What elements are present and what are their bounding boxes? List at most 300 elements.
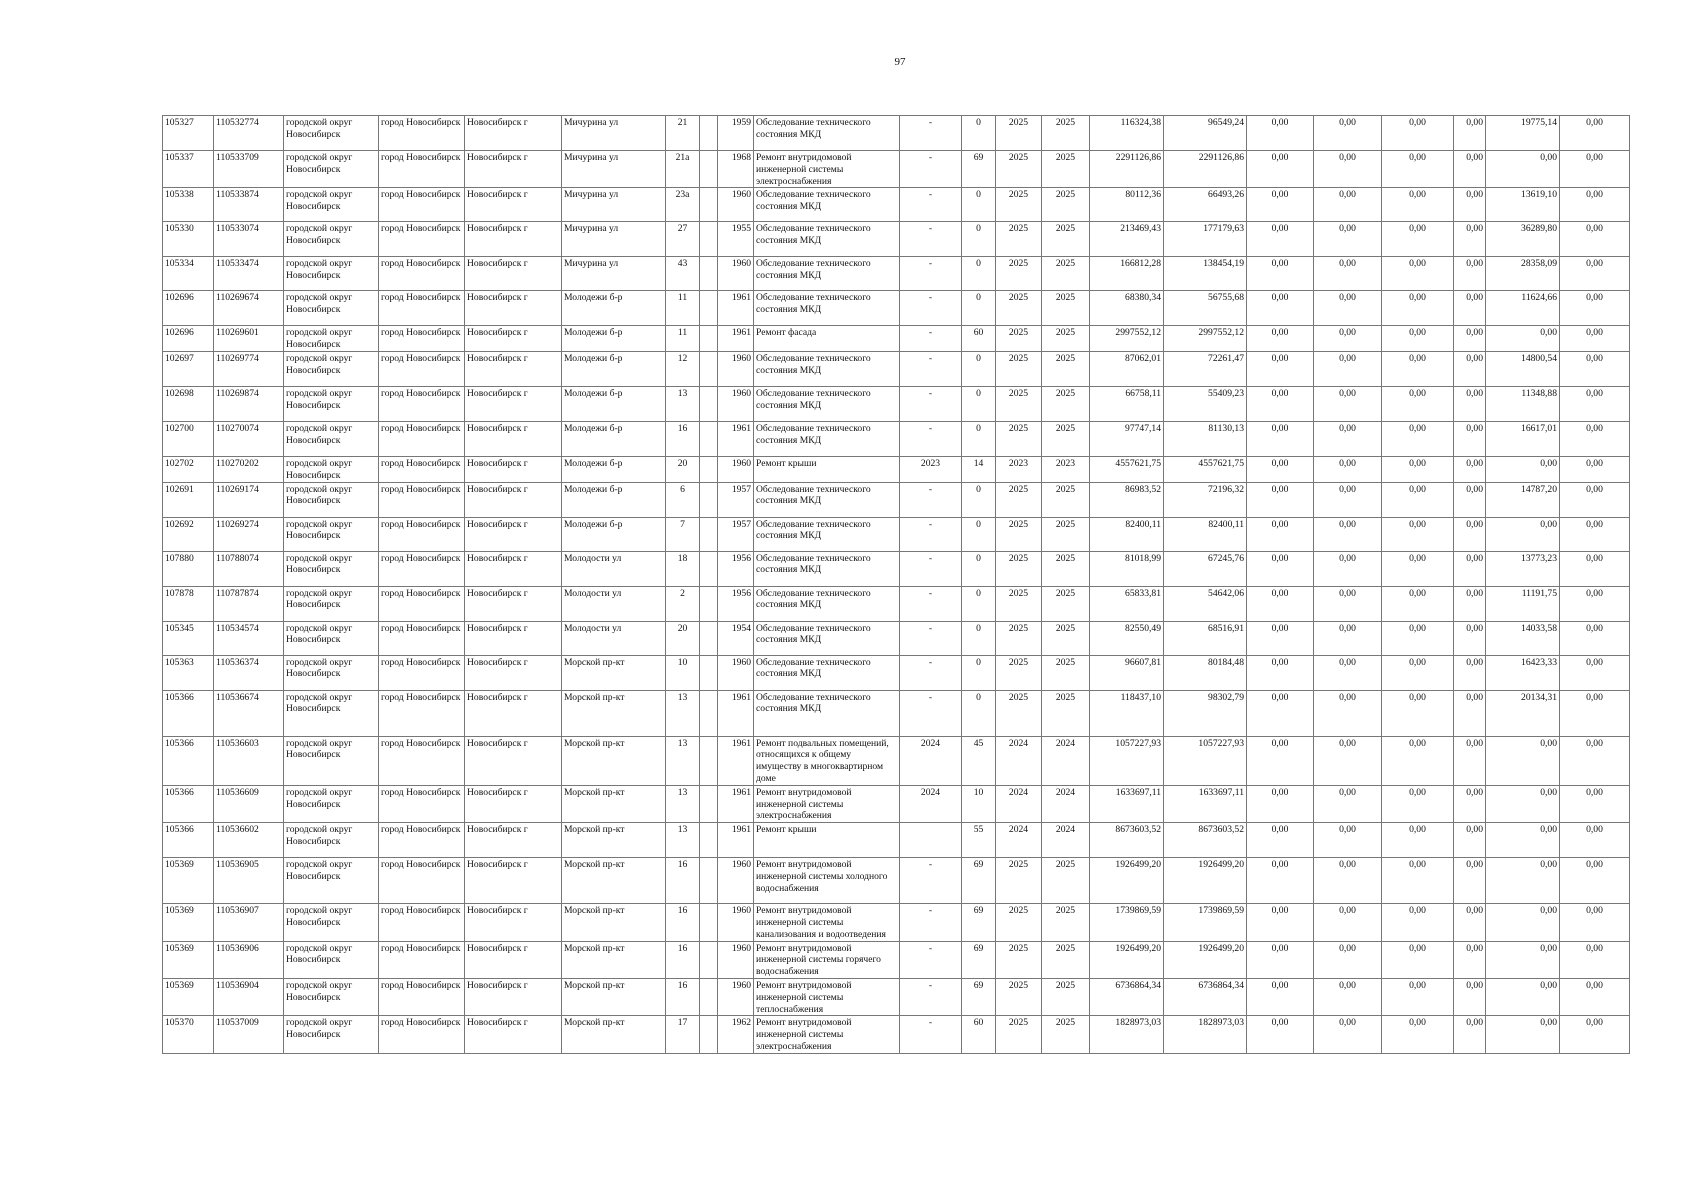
cell-house-number: 20	[666, 621, 700, 655]
cell-year-prev: -	[900, 978, 962, 1015]
cell-owners-cost: 14787,20	[1486, 482, 1560, 517]
cell-house-id: 105370	[163, 1016, 214, 1053]
table-row	[163, 222, 1630, 257]
cell-plan-year-start: 2025	[996, 904, 1042, 941]
cell-federal-cost: 0,00	[1247, 586, 1314, 621]
cell-local-cost: 0,00	[1382, 978, 1454, 1015]
cell-settlement: город Новосибирск	[379, 517, 465, 551]
table-row	[163, 151, 1630, 188]
cell-total-cost: 213469,43	[1090, 222, 1164, 257]
cell-plan-year-end: 2023	[1042, 456, 1090, 482]
table-row	[163, 116, 1630, 151]
table-body	[163, 116, 1630, 1054]
cell-extra-cost: 0,00	[1560, 941, 1630, 978]
cell-municipality: городской округ Новосибирск	[284, 586, 379, 621]
cell-total-cost: 1739869,59	[1090, 904, 1164, 941]
cell-regional-cost: 0,00	[1314, 655, 1382, 690]
cell-municipality: городской округ Новосибирск	[284, 222, 379, 257]
cell-extra-cost: 0,00	[1560, 326, 1630, 352]
table-row	[163, 823, 1630, 858]
cell-record-id: 110536674	[214, 690, 284, 736]
cell-federal-cost: 0,00	[1247, 116, 1314, 151]
cell-street: Молодежи б-р	[562, 326, 666, 352]
cell-plan-year-end: 2025	[1042, 858, 1090, 904]
cell-locality: Новосибирск г	[465, 386, 562, 421]
cell-house-number: 11	[666, 291, 700, 326]
cell-year-prev: -	[900, 941, 962, 978]
cell-locality: Новосибирск г	[465, 482, 562, 517]
cell-extra-cost: 0,00	[1560, 586, 1630, 621]
cell-total-cost: 116324,38	[1090, 116, 1164, 151]
cell-plan-year-start: 2025	[996, 222, 1042, 257]
cell-extra-cost: 0,00	[1560, 291, 1630, 326]
cell-other-cost: 0,00	[1454, 586, 1486, 621]
cell-fund-cost: 72261,47	[1164, 351, 1247, 386]
cell-year-prev: -	[900, 351, 962, 386]
cell-plan-year-start: 2025	[996, 586, 1042, 621]
cell-house-id: 105327	[163, 116, 214, 151]
cell-work-type: Обследование технического состояния МКД	[754, 586, 900, 621]
cell-other-cost: 0,00	[1454, 785, 1486, 822]
cell-extra-cost: 0,00	[1560, 257, 1630, 291]
cell-total-cost: 68380,34	[1090, 291, 1164, 326]
cell-street: Морской пр-кт	[562, 1016, 666, 1053]
table-row	[163, 421, 1630, 456]
cell-owners-cost: 0,00	[1486, 517, 1560, 551]
cell-fund-cost: 54642,06	[1164, 586, 1247, 621]
cell-plan-year-start: 2025	[996, 482, 1042, 517]
cell-record-id: 110269674	[214, 291, 284, 326]
cell-work-type: Ремонт внутридомовой инженерной системы холодного водоснабжения	[754, 858, 900, 904]
cell-municipality: городской округ Новосибирск	[284, 621, 379, 655]
cell-owners-cost: 0,00	[1486, 1016, 1560, 1053]
cell-building	[700, 257, 718, 291]
cell-wear-percent: 69	[962, 151, 996, 188]
cell-local-cost: 0,00	[1382, 291, 1454, 326]
cell-building	[700, 222, 718, 257]
cell-house-id: 105338	[163, 188, 214, 222]
cell-record-id: 110533874	[214, 188, 284, 222]
cell-record-id: 110269601	[214, 326, 284, 352]
cell-street: Молодости ул	[562, 621, 666, 655]
cell-building	[700, 823, 718, 858]
cell-year-prev: -	[900, 517, 962, 551]
cell-work-type: Обследование технического состояния МКД	[754, 551, 900, 586]
table-row	[163, 291, 1630, 326]
cell-street: Морской пр-кт	[562, 823, 666, 858]
cell-building	[700, 586, 718, 621]
cell-federal-cost: 0,00	[1247, 257, 1314, 291]
cell-record-id: 110269874	[214, 386, 284, 421]
table-row	[163, 655, 1630, 690]
cell-regional-cost: 0,00	[1314, 257, 1382, 291]
cell-locality: Новосибирск г	[465, 785, 562, 822]
cell-plan-year-end: 2025	[1042, 517, 1090, 551]
cell-building	[700, 421, 718, 456]
cell-work-type: Обследование технического состояния МКД	[754, 482, 900, 517]
cell-extra-cost: 0,00	[1560, 904, 1630, 941]
cell-federal-cost: 0,00	[1247, 858, 1314, 904]
cell-year-built: 1960	[718, 456, 754, 482]
cell-municipality: городской округ Новосибирск	[284, 116, 379, 151]
cell-building	[700, 151, 718, 188]
cell-plan-year-end: 2024	[1042, 736, 1090, 785]
cell-federal-cost: 0,00	[1247, 551, 1314, 586]
cell-settlement: город Новосибирск	[379, 655, 465, 690]
cell-record-id: 110270074	[214, 421, 284, 456]
cell-owners-cost: 13619,10	[1486, 188, 1560, 222]
cell-locality: Новосибирск г	[465, 257, 562, 291]
cell-local-cost: 0,00	[1382, 904, 1454, 941]
cell-building	[700, 291, 718, 326]
cell-extra-cost: 0,00	[1560, 858, 1630, 904]
cell-year-built: 1961	[718, 291, 754, 326]
cell-regional-cost: 0,00	[1314, 978, 1382, 1015]
cell-wear-percent: 0	[962, 351, 996, 386]
cell-work-type: Обследование технического состояния МКД	[754, 188, 900, 222]
cell-fund-cost: 67245,76	[1164, 551, 1247, 586]
cell-record-id: 110536906	[214, 941, 284, 978]
cell-street: Мичурина ул	[562, 222, 666, 257]
cell-house-id: 105369	[163, 858, 214, 904]
cell-house-number: 17	[666, 1016, 700, 1053]
cell-federal-cost: 0,00	[1247, 326, 1314, 352]
cell-record-id: 110536905	[214, 858, 284, 904]
cell-record-id: 110533474	[214, 257, 284, 291]
cell-regional-cost: 0,00	[1314, 1016, 1382, 1053]
cell-other-cost: 0,00	[1454, 904, 1486, 941]
cell-fund-cost: 80184,48	[1164, 655, 1247, 690]
cell-extra-cost: 0,00	[1560, 421, 1630, 456]
cell-plan-year-end: 2025	[1042, 978, 1090, 1015]
cell-house-id: 105366	[163, 785, 214, 822]
cell-house-number: 43	[666, 257, 700, 291]
cell-house-id: 105369	[163, 904, 214, 941]
cell-other-cost: 0,00	[1454, 386, 1486, 421]
cell-wear-percent: 55	[962, 823, 996, 858]
cell-locality: Новосибирск г	[465, 351, 562, 386]
cell-wear-percent: 0	[962, 188, 996, 222]
cell-plan-year-end: 2025	[1042, 188, 1090, 222]
cell-year-prev: -	[900, 482, 962, 517]
cell-other-cost: 0,00	[1454, 551, 1486, 586]
cell-plan-year-start: 2025	[996, 291, 1042, 326]
cell-year-built: 1961	[718, 736, 754, 785]
cell-house-number: 20	[666, 456, 700, 482]
cell-building	[700, 326, 718, 352]
cell-local-cost: 0,00	[1382, 655, 1454, 690]
cell-house-number: 18	[666, 551, 700, 586]
cell-work-type: Ремонт внутридомовой инженерной системы горячего водоснабжения	[754, 941, 900, 978]
cell-owners-cost: 11191,75	[1486, 586, 1560, 621]
cell-year-built: 1960	[718, 858, 754, 904]
cell-settlement: город Новосибирск	[379, 116, 465, 151]
cell-building	[700, 785, 718, 822]
cell-fund-cost: 8673603,52	[1164, 823, 1247, 858]
cell-municipality: городской округ Новосибирск	[284, 351, 379, 386]
cell-municipality: городской округ Новосибирск	[284, 655, 379, 690]
table-row	[163, 978, 1630, 1015]
cell-total-cost: 6736864,34	[1090, 978, 1164, 1015]
cell-plan-year-start: 2023	[996, 456, 1042, 482]
cell-extra-cost: 0,00	[1560, 482, 1630, 517]
cell-year-built: 1960	[718, 904, 754, 941]
cell-fund-cost: 56755,68	[1164, 291, 1247, 326]
cell-owners-cost: 0,00	[1486, 941, 1560, 978]
cell-total-cost: 2291126,86	[1090, 151, 1164, 188]
cell-total-cost: 118437,10	[1090, 690, 1164, 736]
cell-owners-cost: 0,00	[1486, 978, 1560, 1015]
cell-house-number: 13	[666, 690, 700, 736]
cell-regional-cost: 0,00	[1314, 151, 1382, 188]
cell-total-cost: 80112,36	[1090, 188, 1164, 222]
cell-house-id: 102696	[163, 291, 214, 326]
cell-plan-year-end: 2025	[1042, 351, 1090, 386]
cell-total-cost: 1926499,20	[1090, 858, 1164, 904]
cell-wear-percent: 0	[962, 116, 996, 151]
cell-year-prev: -	[900, 621, 962, 655]
cell-wear-percent: 0	[962, 621, 996, 655]
cell-locality: Новосибирск г	[465, 1016, 562, 1053]
cell-other-cost: 0,00	[1454, 482, 1486, 517]
cell-year-prev: -	[900, 655, 962, 690]
cell-street: Мичурина ул	[562, 151, 666, 188]
cell-settlement: город Новосибирск	[379, 482, 465, 517]
cell-federal-cost: 0,00	[1247, 655, 1314, 690]
cell-locality: Новосибирск г	[465, 690, 562, 736]
cell-total-cost: 1828973,03	[1090, 1016, 1164, 1053]
cell-locality: Новосибирск г	[465, 421, 562, 456]
cell-regional-cost: 0,00	[1314, 517, 1382, 551]
cell-regional-cost: 0,00	[1314, 904, 1382, 941]
cell-work-type: Ремонт крыши	[754, 823, 900, 858]
cell-fund-cost: 55409,23	[1164, 386, 1247, 421]
cell-owners-cost: 0,00	[1486, 823, 1560, 858]
cell-locality: Новосибирск г	[465, 978, 562, 1015]
cell-settlement: город Новосибирск	[379, 586, 465, 621]
cell-municipality: городской округ Новосибирск	[284, 151, 379, 188]
cell-record-id: 110533074	[214, 222, 284, 257]
cell-year-prev: -	[900, 188, 962, 222]
cell-extra-cost: 0,00	[1560, 736, 1630, 785]
cell-other-cost: 0,00	[1454, 941, 1486, 978]
cell-settlement: город Новосибирск	[379, 823, 465, 858]
cell-extra-cost: 0,00	[1560, 690, 1630, 736]
cell-other-cost: 0,00	[1454, 621, 1486, 655]
cell-plan-year-start: 2025	[996, 116, 1042, 151]
cell-extra-cost: 0,00	[1560, 116, 1630, 151]
cell-house-id: 102702	[163, 456, 214, 482]
cell-other-cost: 0,00	[1454, 291, 1486, 326]
cell-federal-cost: 0,00	[1247, 421, 1314, 456]
cell-plan-year-end: 2025	[1042, 941, 1090, 978]
cell-record-id: 110533709	[214, 151, 284, 188]
cell-federal-cost: 0,00	[1247, 386, 1314, 421]
cell-year-prev: -	[900, 222, 962, 257]
cell-year-built: 1961	[718, 690, 754, 736]
cell-local-cost: 0,00	[1382, 188, 1454, 222]
cell-municipality: городской округ Новосибирск	[284, 326, 379, 352]
cell-settlement: город Новосибирск	[379, 551, 465, 586]
cell-settlement: город Новосибирск	[379, 941, 465, 978]
cell-work-type: Обследование технического состояния МКД	[754, 222, 900, 257]
table-row	[163, 351, 1630, 386]
cell-federal-cost: 0,00	[1247, 291, 1314, 326]
cell-local-cost: 0,00	[1382, 823, 1454, 858]
table-row	[163, 386, 1630, 421]
cell-wear-percent: 0	[962, 551, 996, 586]
cell-wear-percent: 0	[962, 291, 996, 326]
cell-plan-year-start: 2025	[996, 326, 1042, 352]
cell-municipality: городской округ Новосибирск	[284, 736, 379, 785]
table-row	[163, 482, 1630, 517]
cell-owners-cost: 28358,09	[1486, 257, 1560, 291]
cell-house-id: 105363	[163, 655, 214, 690]
cell-wear-percent: 69	[962, 941, 996, 978]
cell-house-id: 102698	[163, 386, 214, 421]
cell-building	[700, 351, 718, 386]
cell-federal-cost: 0,00	[1247, 785, 1314, 822]
table-row	[163, 904, 1630, 941]
cell-locality: Новосибирск г	[465, 326, 562, 352]
cell-local-cost: 0,00	[1382, 326, 1454, 352]
cell-record-id: 110270202	[214, 456, 284, 482]
cell-total-cost: 82400,11	[1090, 517, 1164, 551]
cell-other-cost: 0,00	[1454, 326, 1486, 352]
table-row	[163, 551, 1630, 586]
cell-street: Морской пр-кт	[562, 785, 666, 822]
cell-total-cost: 65833,81	[1090, 586, 1164, 621]
cell-building	[700, 941, 718, 978]
cell-work-type: Ремонт внутридомовой инженерной системы теплоснабжения	[754, 978, 900, 1015]
cell-house-id: 105337	[163, 151, 214, 188]
cell-wear-percent: 0	[962, 586, 996, 621]
cell-work-type: Обследование технического состояния МКД	[754, 386, 900, 421]
cell-plan-year-end: 2025	[1042, 222, 1090, 257]
table-row	[163, 736, 1630, 785]
cell-settlement: город Новосибирск	[379, 386, 465, 421]
cell-plan-year-start: 2025	[996, 257, 1042, 291]
cell-plan-year-start: 2025	[996, 621, 1042, 655]
cell-owners-cost: 0,00	[1486, 736, 1560, 785]
cell-year-built: 1968	[718, 151, 754, 188]
cell-owners-cost: 14800,54	[1486, 351, 1560, 386]
cell-owners-cost: 16423,33	[1486, 655, 1560, 690]
cell-work-type: Обследование технического состояния МКД	[754, 421, 900, 456]
cell-settlement: город Новосибирск	[379, 456, 465, 482]
table-row	[163, 326, 1630, 352]
cell-year-built: 1956	[718, 586, 754, 621]
cell-other-cost: 0,00	[1454, 222, 1486, 257]
cell-record-id: 110534574	[214, 621, 284, 655]
cell-house-number: 2	[666, 586, 700, 621]
cell-plan-year-start: 2025	[996, 517, 1042, 551]
cell-work-type: Ремонт внутридомовой инженерной системы электроснабжения	[754, 151, 900, 188]
cell-other-cost: 0,00	[1454, 351, 1486, 386]
cell-street: Мичурина ул	[562, 257, 666, 291]
cell-building	[700, 456, 718, 482]
cell-local-cost: 0,00	[1382, 621, 1454, 655]
cell-house-number: 6	[666, 482, 700, 517]
cell-local-cost: 0,00	[1382, 257, 1454, 291]
cell-plan-year-start: 2025	[996, 151, 1042, 188]
cell-total-cost: 96607,81	[1090, 655, 1164, 690]
cell-other-cost: 0,00	[1454, 978, 1486, 1015]
cell-year-built: 1955	[718, 222, 754, 257]
cell-wear-percent: 14	[962, 456, 996, 482]
cell-year-prev: -	[900, 904, 962, 941]
cell-federal-cost: 0,00	[1247, 351, 1314, 386]
cell-local-cost: 0,00	[1382, 941, 1454, 978]
cell-house-number: 16	[666, 421, 700, 456]
cell-building	[700, 116, 718, 151]
cell-locality: Новосибирск г	[465, 904, 562, 941]
cell-year-prev: -	[900, 421, 962, 456]
cell-plan-year-end: 2024	[1042, 823, 1090, 858]
cell-settlement: город Новосибирск	[379, 257, 465, 291]
cell-settlement: город Новосибирск	[379, 291, 465, 326]
cell-street: Морской пр-кт	[562, 858, 666, 904]
cell-year-built: 1960	[718, 188, 754, 222]
cell-plan-year-end: 2025	[1042, 291, 1090, 326]
cell-locality: Новосибирск г	[465, 291, 562, 326]
cell-total-cost: 86983,52	[1090, 482, 1164, 517]
cell-house-number: 12	[666, 351, 700, 386]
cell-locality: Новосибирск г	[465, 736, 562, 785]
cell-municipality: городской округ Новосибирск	[284, 904, 379, 941]
cell-house-number: 13	[666, 386, 700, 421]
cell-wear-percent: 10	[962, 785, 996, 822]
cell-local-cost: 0,00	[1382, 386, 1454, 421]
cell-settlement: город Новосибирск	[379, 421, 465, 456]
cell-local-cost: 0,00	[1382, 351, 1454, 386]
cell-local-cost: 0,00	[1382, 785, 1454, 822]
cell-federal-cost: 0,00	[1247, 456, 1314, 482]
cell-year-built: 1961	[718, 785, 754, 822]
cell-wear-percent: 0	[962, 222, 996, 257]
cell-settlement: город Новосибирск	[379, 978, 465, 1015]
cell-federal-cost: 0,00	[1247, 517, 1314, 551]
cell-building	[700, 978, 718, 1015]
cell-house-number: 21а	[666, 151, 700, 188]
cell-regional-cost: 0,00	[1314, 551, 1382, 586]
table-row	[163, 257, 1630, 291]
cell-settlement: город Новосибирск	[379, 785, 465, 822]
cell-house-id: 105369	[163, 978, 214, 1015]
cell-settlement: город Новосибирск	[379, 326, 465, 352]
cell-extra-cost: 0,00	[1560, 978, 1630, 1015]
cell-other-cost: 0,00	[1454, 257, 1486, 291]
page-number: 97	[894, 56, 906, 68]
cell-federal-cost: 0,00	[1247, 736, 1314, 785]
cell-regional-cost: 0,00	[1314, 736, 1382, 785]
cell-record-id: 110269774	[214, 351, 284, 386]
cell-regional-cost: 0,00	[1314, 858, 1382, 904]
cell-year-prev: -	[900, 326, 962, 352]
cell-record-id: 110787874	[214, 586, 284, 621]
cell-plan-year-end: 2025	[1042, 421, 1090, 456]
cell-fund-cost: 81130,13	[1164, 421, 1247, 456]
cell-record-id: 110536907	[214, 904, 284, 941]
cell-year-prev: 2023	[900, 456, 962, 482]
cell-building	[700, 188, 718, 222]
cell-total-cost: 1057227,93	[1090, 736, 1164, 785]
cell-plan-year-end: 2025	[1042, 621, 1090, 655]
cell-year-built: 1961	[718, 326, 754, 352]
cell-municipality: городской округ Новосибирск	[284, 257, 379, 291]
cell-owners-cost: 0,00	[1486, 858, 1560, 904]
cell-plan-year-end: 2025	[1042, 116, 1090, 151]
